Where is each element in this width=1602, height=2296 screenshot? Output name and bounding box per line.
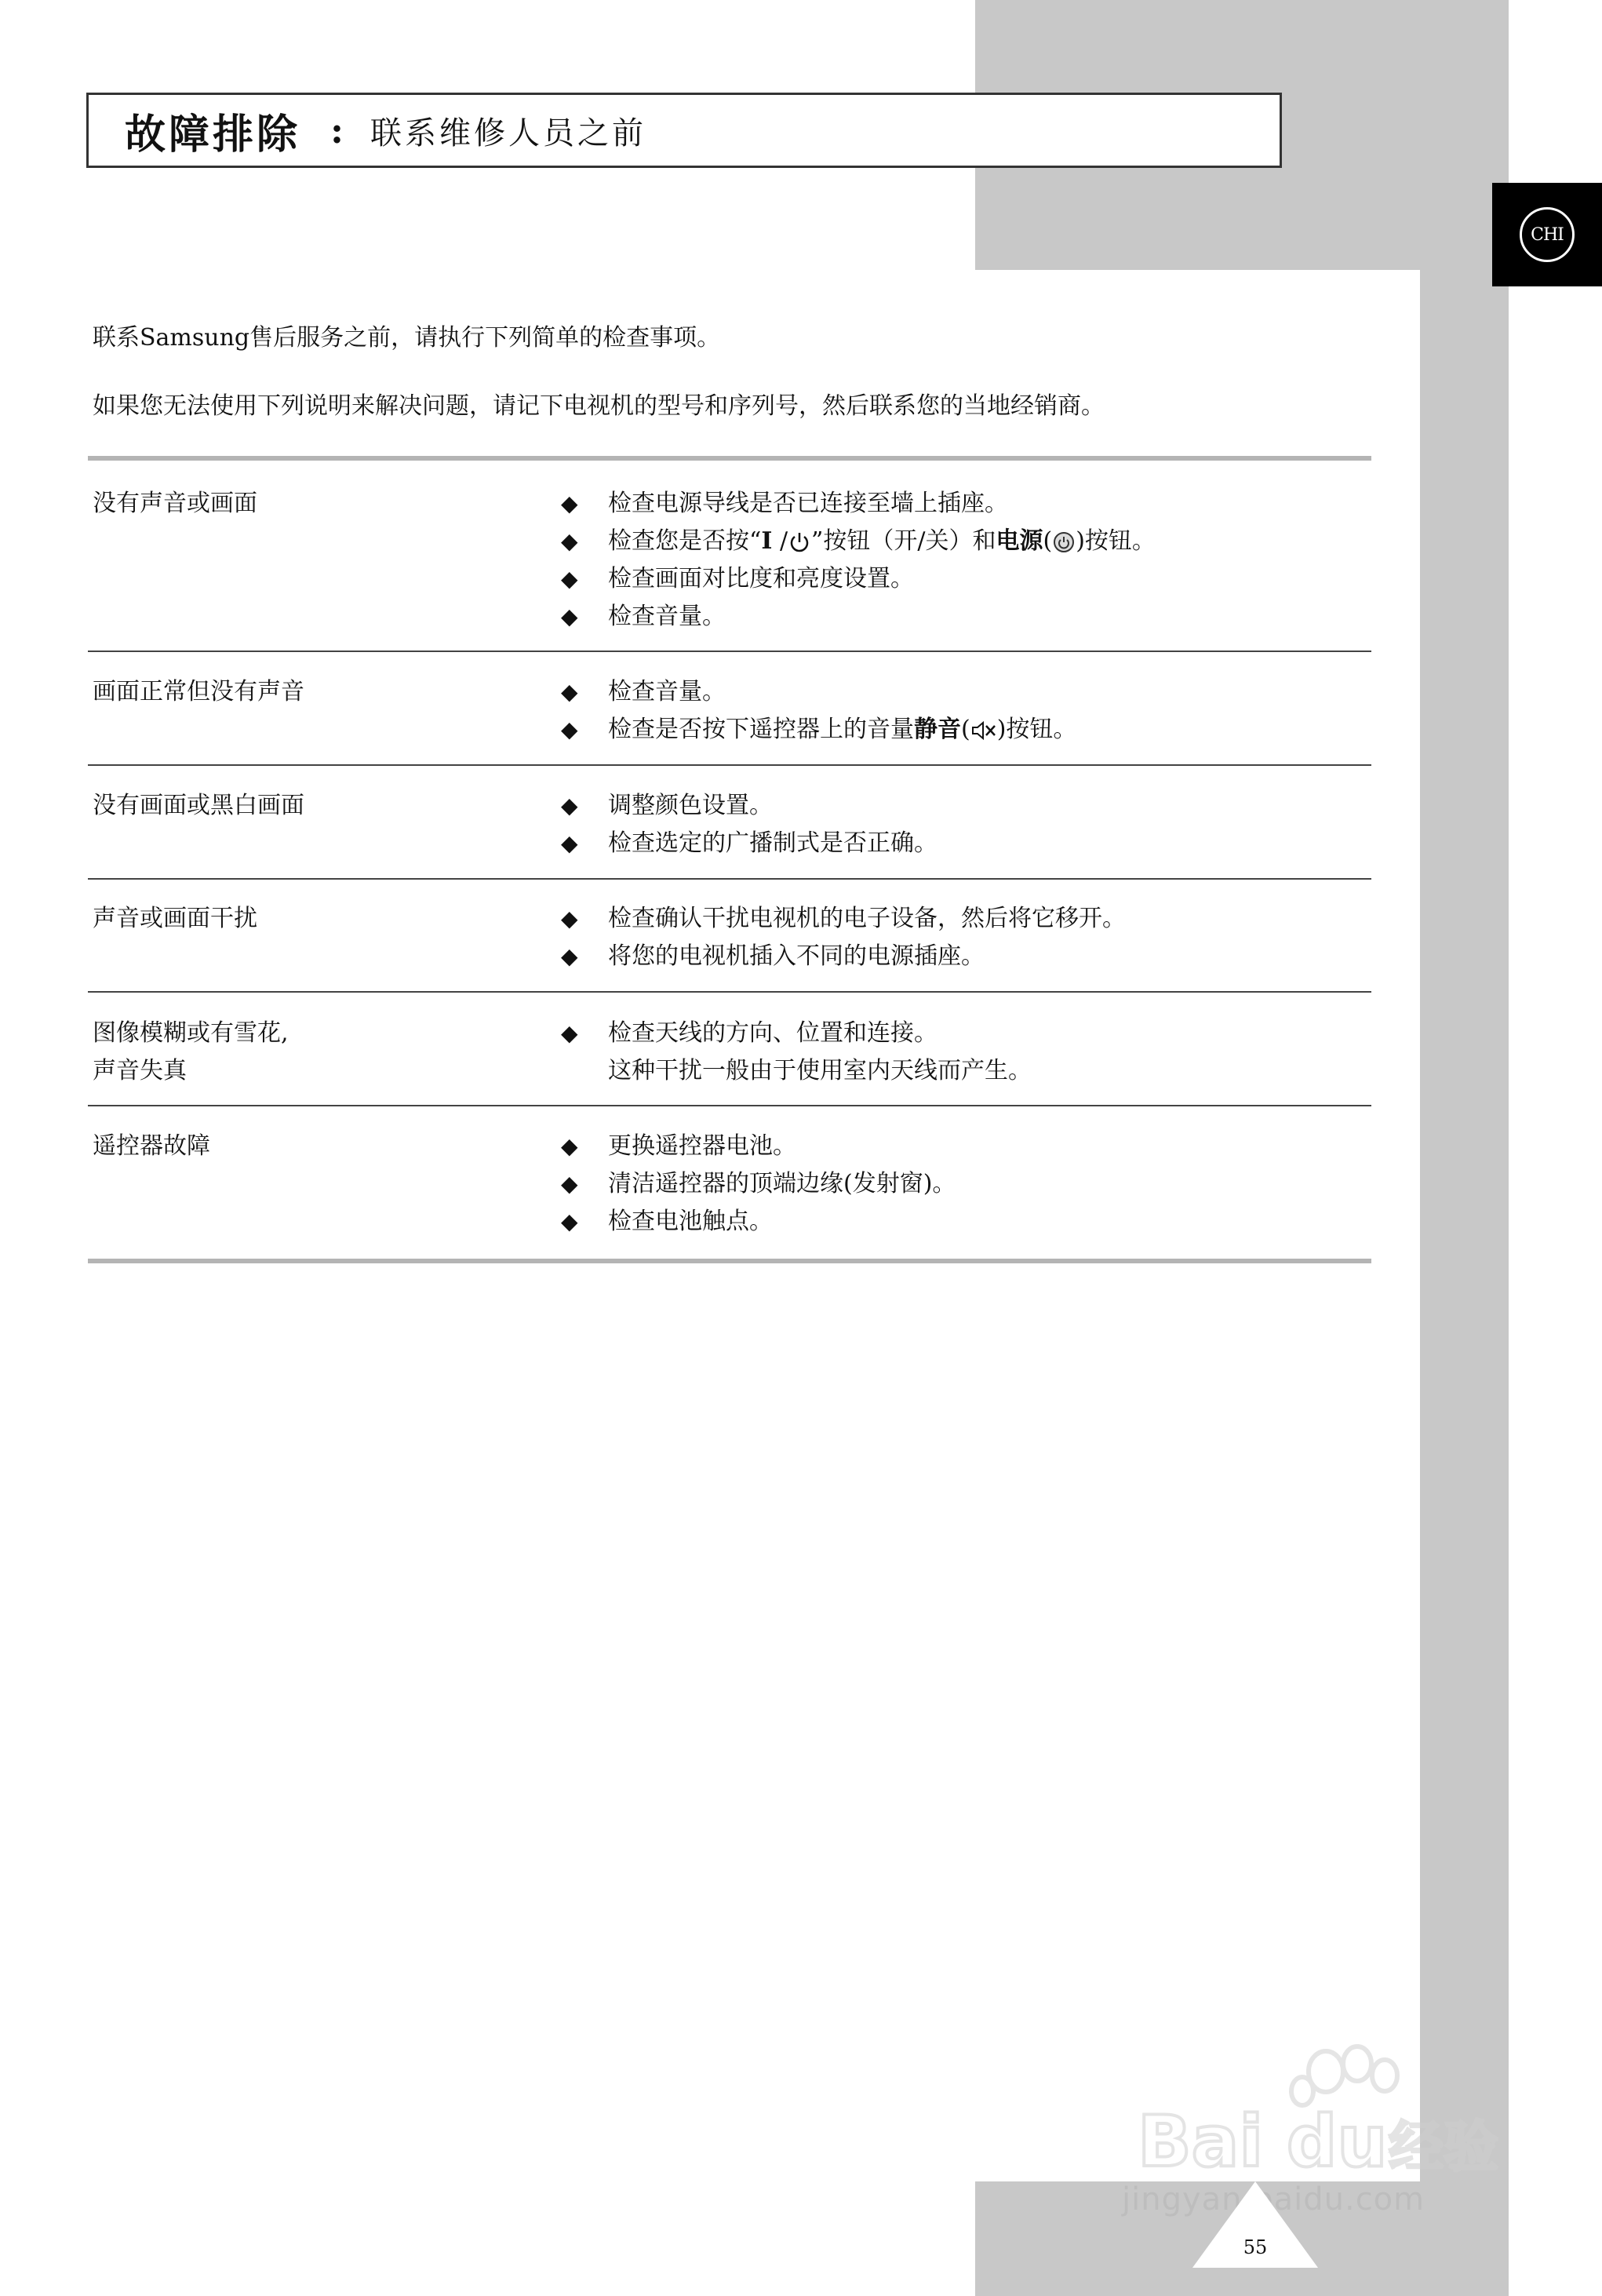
diamond-bullet-icon: ◆ [561, 603, 578, 629]
page-title-box [86, 93, 1282, 168]
diamond-bullet-icon: ◆ [561, 793, 578, 818]
solution-text: 清洁遥控器的顶端边缘(发射窗)。 [608, 1170, 956, 1197]
row-divider [88, 651, 1371, 652]
list-item [561, 938, 1126, 975]
problem-picture-no-sound [93, 673, 304, 711]
list-item [561, 825, 938, 862]
table-top-rule [88, 456, 1371, 461]
problem-snow-distortion [93, 1015, 289, 1090]
solution-list [561, 1015, 1032, 1090]
solution-text: 将您的电视机插入不同的电源插座。 [608, 942, 985, 970]
solution-list [561, 1128, 956, 1241]
list-item [561, 598, 1156, 636]
problem-text: 没有声音或画面 [93, 490, 257, 517]
svg-text:经验: 经验 [1389, 2115, 1498, 2179]
page-number: 55 [1243, 2236, 1268, 2258]
problem-text: 图像模糊或有雪花, [93, 1019, 289, 1047]
solution-text: 检查天线的方向、位置和连接。 [608, 1019, 938, 1047]
solution-text: 检查画面对比度和亮度设置。 [608, 565, 914, 592]
list-item [561, 560, 1156, 598]
list-item [561, 711, 1076, 749]
row-divider [88, 764, 1371, 766]
solution-list [561, 673, 1076, 749]
gray-margin-right [1420, 0, 1509, 2296]
page-title: 故障排除 [125, 110, 301, 159]
svg-text:du: du [1287, 2101, 1388, 2183]
problem-text: 没有画面或黑白画面 [93, 792, 304, 819]
diamond-bullet-icon: ◆ [561, 830, 578, 856]
list-item [561, 1203, 956, 1241]
watermark-url: jingyan.baidu.com [1122, 2181, 1425, 2218]
mute-icon [970, 719, 997, 742]
list-item [561, 1015, 1032, 1052]
page-subtitle: 联系维修人员之前 [370, 115, 646, 151]
diamond-bullet-icon: ◆ [561, 906, 578, 931]
problem-no-picture-or-bw [93, 787, 304, 825]
problem-text: 声音或画面干扰 [93, 905, 257, 932]
list-item [561, 900, 1126, 938]
list-item [561, 523, 1156, 560]
row-divider [88, 991, 1371, 993]
diamond-bullet-icon: ◆ [561, 716, 578, 742]
problem-no-sound-or-picture [93, 485, 257, 523]
solution-text-power: 检查您是否按“I / ”按钮（开/关）和电源( )按钮。 [608, 527, 1156, 555]
list-item [561, 1165, 956, 1203]
problem-text: 遥控器故障 [93, 1132, 210, 1160]
intro-line-2: 如果您无法使用下列说明来解决问题，请记下电视机的型号和序列号，然后联系您的当地经销商。 [93, 392, 1105, 420]
problem-remote-fault [93, 1128, 210, 1165]
solution-text: 检查音量。 [608, 678, 726, 705]
solution-list [561, 900, 1126, 975]
baidu-watermark-logo [1130, 2040, 1506, 2197]
language-tab [1492, 183, 1602, 286]
title-colon: : [330, 109, 344, 151]
power-symbol-icon [788, 530, 811, 554]
list-item [561, 1128, 956, 1165]
list-item [561, 485, 1156, 523]
list-item [561, 673, 1076, 711]
row-divider [88, 878, 1371, 880]
solution-text: 检查选定的广播制式是否正确。 [608, 829, 938, 857]
solution-text: 调整颜色设置。 [608, 792, 773, 819]
problem-interference [93, 900, 257, 938]
diamond-bullet-icon: ◆ [561, 943, 578, 969]
language-tab-label: CHI [1520, 207, 1575, 262]
solution-list [561, 787, 938, 862]
problem-text: 声音失真 [93, 1057, 187, 1084]
solution-text: 更换遥控器电池。 [608, 1132, 796, 1160]
svg-text:Bai: Bai [1138, 2101, 1264, 2183]
solution-list [561, 485, 1156, 636]
solution-text: 检查音量。 [608, 603, 726, 630]
solution-text: 检查电源导线是否已连接至墙上插座。 [608, 490, 1008, 517]
power-button-icon [1052, 530, 1076, 554]
diamond-bullet-icon: ◆ [561, 566, 578, 592]
diamond-bullet-icon: ◆ [561, 490, 578, 516]
list-item [561, 787, 938, 825]
table-bottom-rule [88, 1259, 1371, 1263]
diamond-bullet-icon: ◆ [561, 1171, 578, 1197]
list-item-continuation [561, 1052, 1032, 1090]
diamond-bullet-icon: ◆ [561, 1208, 578, 1234]
problem-text: 画面正常但没有声音 [93, 678, 304, 705]
intro-line-1: 联系Samsung售后服务之前，请执行下列简单的检查事项。 [93, 324, 721, 352]
row-divider [88, 1105, 1371, 1106]
diamond-bullet-icon: ◆ [561, 1020, 578, 1046]
diamond-bullet-icon: ◆ [561, 528, 578, 554]
solution-text-mute: 检查是否按下遥控器上的音量静音( )按钮。 [608, 716, 1077, 743]
solution-text: 检查电池触点。 [608, 1208, 773, 1235]
diamond-bullet-icon: ◆ [561, 1133, 578, 1159]
diamond-bullet-icon: ◆ [561, 679, 578, 705]
solution-text: 检查确认干扰电视机的电子设备，然后将它移开。 [608, 905, 1126, 932]
solution-text: 这种干扰一般由于使用室内天线而产生。 [608, 1057, 1032, 1084]
